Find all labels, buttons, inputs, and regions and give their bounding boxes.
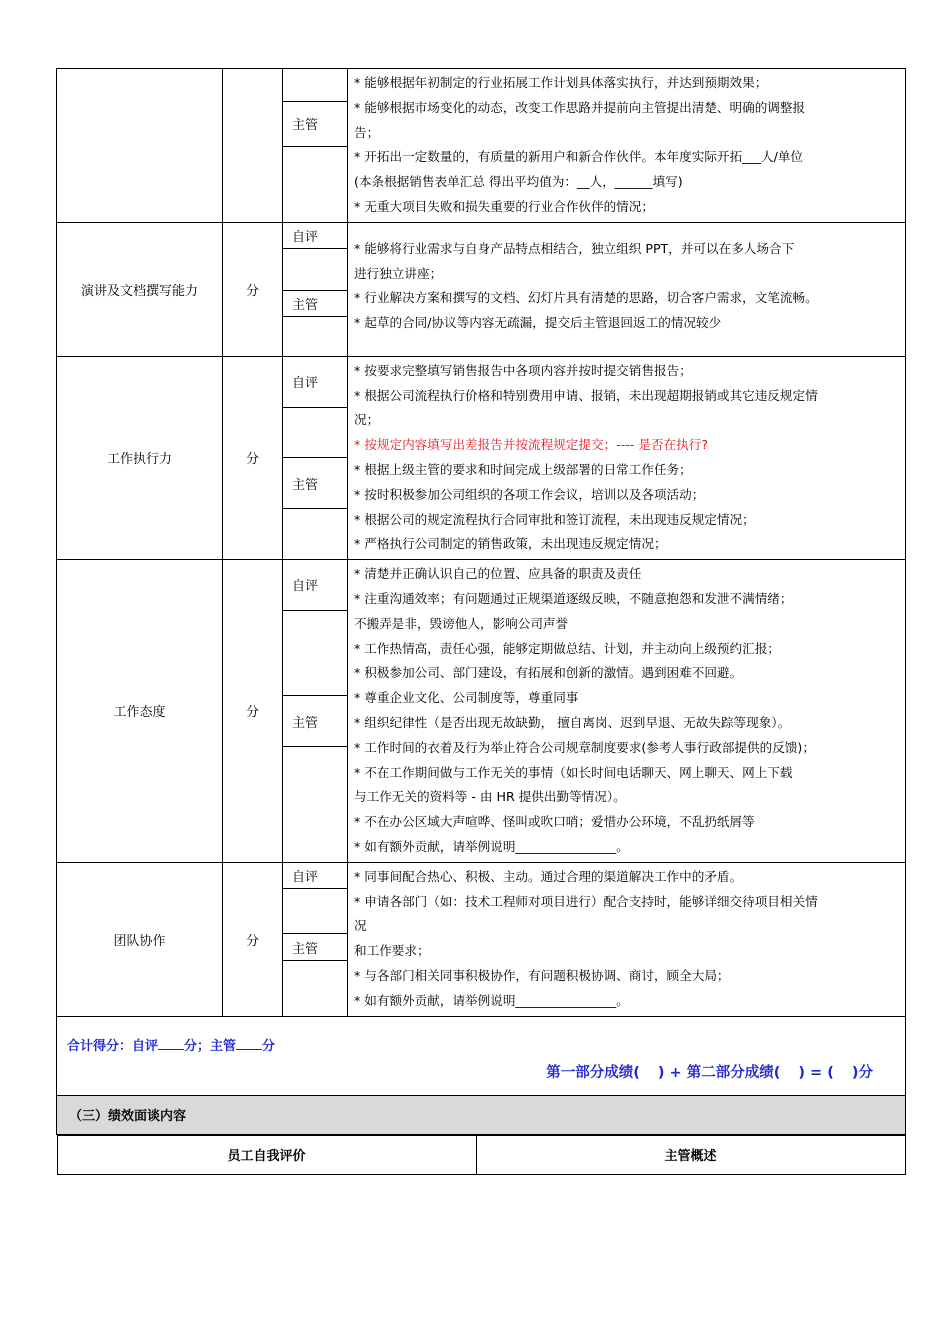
criteria-item: * 尊重企业文化、公司制度等，尊重同事 (354, 690, 579, 706)
criteria-cell (348, 69, 906, 223)
self-total-blank[interactable] (158, 1037, 184, 1050)
self-unit: 分；主管 (184, 1038, 237, 1054)
employee-self-review-header: 员工自我评价 (57, 1135, 476, 1174)
criteria-item: * 注重沟通效率；有问题通过正规渠道逐级反映，不随意抱怨和发泄不满情绪； (354, 590, 793, 606)
criteria-item: * 积极参加公司、部门建设，有拓展和创新的激情。遇到困难不回避。 (354, 665, 743, 681)
score-cell[interactable]: 分 (223, 560, 283, 863)
criteria-item: * 如有额外贡献，请举例说明________________。 (354, 992, 629, 1008)
rater-manager-input[interactable] (283, 746, 348, 862)
criteria-item: * 起草的合同/协议等内容无疏漏，提交后主管退回返工的情况较少 (354, 315, 722, 331)
criteria-cell (348, 862, 906, 1016)
criteria-item: * 工作热情高，责任心强，能够定期做总结、计划，并主动向上级预约汇报； (354, 640, 780, 656)
manager-summary-header: 主管概述 (476, 1135, 905, 1174)
criteria-item: * 无重大项目失败和损失重要的行业合作伙伴的情况； (354, 198, 654, 214)
total-score-row (57, 1016, 906, 1095)
rater-self: 自评 (283, 862, 348, 889)
category-cell: 工作态度 (57, 560, 223, 863)
criteria-item: * 能够根据年初制定的行业拓展工作计划具体落实执行，并达到预期效果； (354, 75, 768, 90)
formula-part2: ) + 第二部分成绩( (657, 1064, 781, 1081)
rater-manager-input[interactable] (283, 961, 348, 1016)
rater-self-input[interactable] (283, 407, 348, 458)
criteria-item-highlighted: * 按规定内容填写出差报告并按流程规定提交；---- 是否在执行? (354, 437, 709, 453)
criteria-item: * 同事间配合热心、积极、主动。通过合理的渠道解决工作中的矛盾。 (354, 868, 743, 884)
criteria-item: 不搬弄是非，毁谤他人，影响公司声誉 (354, 615, 569, 631)
score-cell[interactable] (223, 69, 283, 223)
criteria-item: 进行独立讲座； (354, 265, 443, 281)
criteria-item: * 组织纪律性（是否出现无故缺勤， 擅自离岗、迟到早退、无故失踪等现象）。 (354, 714, 791, 730)
criteria-item: * 申请各部门（如：技术工程师对项目进行）配合支持时，能够详细交待项目相关情 (354, 893, 818, 909)
rater-self-input[interactable] (283, 610, 348, 696)
criteria-item: * 不在办公区域大声喧哗、怪叫或吹口哨；爱惜办公环境，不乱扔纸屑等 (354, 814, 755, 830)
category-cell: 团队协作 (57, 862, 223, 1016)
criteria-item: * 根据公司的规定流程执行合同审批和签订流程，未出现违反规定情况； (354, 511, 755, 527)
criteria-item: * 开拓出一定数量的，有质量的新用户和新合作伙伴。本年度实际开拓___人/单位 (354, 149, 804, 165)
criteria-item: * 与各部门相关同事积极协作，有问题积极协调、商讨，顾全大局； (354, 967, 730, 983)
rater-blank (283, 69, 348, 102)
criteria-cell (348, 560, 906, 863)
rater-manager: 主管 (283, 290, 348, 316)
rater-self-input[interactable] (283, 248, 348, 290)
criteria-item: 况； (354, 412, 380, 428)
criteria-item: * 行业解决方案和撰写的文档、幻灯片具有清楚的思路，切合客户需求，文笔流畅。 (354, 290, 818, 306)
formula-part4: )分 (851, 1064, 873, 1081)
criteria-item: * 根据公司流程执行价格和特别费用申请、报销，未出现超期报销或其它违反规定情 (354, 387, 818, 403)
rater-self-input[interactable] (283, 889, 348, 934)
rater-manager-input[interactable] (283, 509, 348, 560)
formula-part1: 第一部分成绩( (546, 1064, 640, 1081)
criteria-item: 况 (354, 918, 367, 934)
section-title: （三）绩效面谈内容 (57, 1095, 906, 1134)
criteria-item: 和工作要求； (354, 943, 430, 959)
rater-manager: 主管 (283, 101, 348, 146)
category-cell: 工作执行力 (57, 356, 223, 559)
criteria-item: * 不在工作期间做与工作无关的事情（如长时间电话聊天、网上聊天、网上下载 (354, 764, 793, 780)
evaluation-table (56, 68, 906, 1175)
criteria-item: 告； (354, 124, 380, 140)
rater-blank[interactable] (283, 146, 348, 222)
rater-self: 自评 (283, 356, 348, 407)
score-cell[interactable]: 分 (223, 356, 283, 559)
rater-manager: 主管 (283, 934, 348, 961)
criteria-item: * 工作时间的衣着及行为举止符合公司规章制度要求(参考人事行政部提供的反馈)； (354, 739, 815, 755)
criteria-item: * 能够根据市场变化的动态，改变工作思路并提前向主管提出清楚、明确的调整报 (354, 99, 806, 115)
criteria-item: * 清楚并正确认识自己的位置、应具备的职责及责任 (354, 566, 642, 582)
criteria-item: (本条根据销售表单汇总 得出平均值为：__人，______填写) (354, 174, 683, 190)
category-cell (57, 69, 223, 223)
category-cell: 演讲及文档撰写能力 (57, 222, 223, 356)
criteria-cell (348, 222, 906, 356)
criteria-item: * 能够将行业需求与自身产品特点相结合，独立组织 PPT，并可以在多人场合下 (354, 240, 795, 256)
criteria-item: * 根据上级主管的要求和时间完成上级部署的日常工作任务； (354, 461, 692, 477)
formula-part3: ) = ( (798, 1064, 834, 1081)
manager-total-blank[interactable] (236, 1037, 262, 1050)
manager-unit: 分 (262, 1038, 276, 1054)
rater-self: 自评 (283, 560, 348, 610)
evaluation-sheet (56, 68, 905, 1175)
rater-manager: 主管 (283, 696, 348, 746)
total-formula (546, 1061, 873, 1082)
rater-manager: 主管 (283, 458, 348, 509)
criteria-item: * 如有额外贡献，请举例说明________________。 (354, 838, 629, 854)
score-cell[interactable]: 分 (223, 862, 283, 1016)
criteria-item: 与工作无关的资料等 - 由 HR 提供出勤等情况）。 (354, 789, 626, 805)
criteria-item: * 严格执行公司制定的销售政策，未出现违反规定情况； (354, 536, 667, 552)
criteria-item: * 按要求完整填写销售报告中各项内容并按时提交销售报告； (354, 362, 692, 378)
total-score-summary (67, 1035, 275, 1054)
rater-manager-input[interactable] (283, 316, 348, 356)
rater-self: 自评 (283, 222, 348, 248)
total-label: 合计得分：自评 (67, 1038, 159, 1054)
criteria-item: * 按时积极参加公司组织的各项工作会议，培训以及各项活动； (354, 486, 705, 502)
criteria-cell (348, 356, 906, 559)
score-cell[interactable]: 分 (223, 222, 283, 356)
